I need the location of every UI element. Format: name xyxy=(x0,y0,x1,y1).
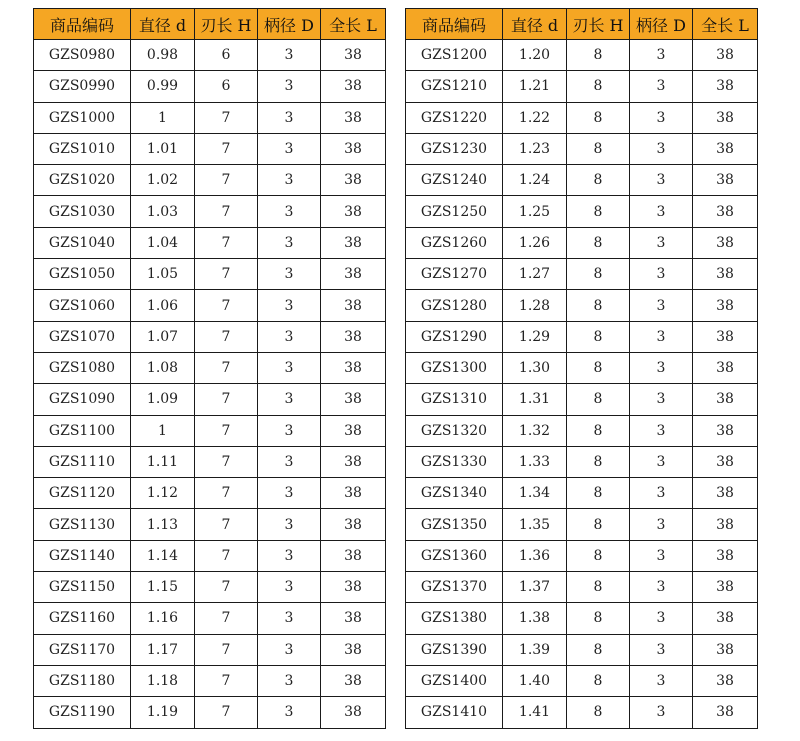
cell-product-code: GZS1310 xyxy=(406,384,503,415)
left-table-body xyxy=(34,40,386,729)
cell-diameter: 1.39 xyxy=(503,634,567,665)
header-shank-diameter: 柄径 D xyxy=(630,9,693,40)
left-spec-table xyxy=(33,8,386,729)
cell-blade-length: 8 xyxy=(567,227,630,258)
right-table-body xyxy=(406,40,758,729)
table-row xyxy=(34,102,386,133)
cell-shank-diameter: 3 xyxy=(630,634,693,665)
cell-total-length: 38 xyxy=(321,603,386,634)
header-blade-length: 刃长 H xyxy=(567,9,630,40)
header-shank-diameter: 柄径 D xyxy=(258,9,321,40)
cell-blade-length: 7 xyxy=(195,196,258,227)
cell-diameter: 0.99 xyxy=(131,71,195,102)
cell-diameter: 1.02 xyxy=(131,165,195,196)
table-row xyxy=(406,165,758,196)
cell-blade-length: 7 xyxy=(195,509,258,540)
cell-diameter: 1.29 xyxy=(503,321,567,352)
cell-shank-diameter: 3 xyxy=(630,509,693,540)
table-row xyxy=(34,697,386,728)
cell-blade-length: 7 xyxy=(195,227,258,258)
cell-total-length: 38 xyxy=(693,227,758,258)
cell-blade-length: 8 xyxy=(567,603,630,634)
cell-diameter: 1.17 xyxy=(131,634,195,665)
cell-blade-length: 8 xyxy=(567,102,630,133)
cell-diameter: 1.19 xyxy=(131,697,195,728)
cell-product-code: GZS1410 xyxy=(406,697,503,728)
cell-product-code: GZS1110 xyxy=(34,446,131,477)
header-total-length: 全长 L xyxy=(321,9,386,40)
cell-diameter: 1.08 xyxy=(131,352,195,383)
cell-total-length: 38 xyxy=(693,196,758,227)
cell-total-length: 38 xyxy=(321,165,386,196)
cell-shank-diameter: 3 xyxy=(258,384,321,415)
cell-diameter: 1.28 xyxy=(503,290,567,321)
cell-diameter: 1.05 xyxy=(131,259,195,290)
cell-blade-length: 7 xyxy=(195,102,258,133)
cell-product-code: GZS1260 xyxy=(406,227,503,258)
cell-total-length: 38 xyxy=(321,415,386,446)
cell-product-code: GZS1370 xyxy=(406,572,503,603)
cell-product-code: GZS1050 xyxy=(34,259,131,290)
table-row xyxy=(34,603,386,634)
cell-diameter: 1.24 xyxy=(503,165,567,196)
cell-total-length: 38 xyxy=(321,352,386,383)
cell-product-code: GZS1190 xyxy=(34,697,131,728)
table-row xyxy=(406,415,758,446)
table-row xyxy=(34,321,386,352)
cell-total-length: 38 xyxy=(321,133,386,164)
cell-product-code: GZS1250 xyxy=(406,196,503,227)
cell-shank-diameter: 3 xyxy=(630,290,693,321)
right-spec-table xyxy=(405,8,758,729)
cell-diameter: 1.34 xyxy=(503,478,567,509)
cell-diameter: 1.09 xyxy=(131,384,195,415)
cell-shank-diameter: 3 xyxy=(630,384,693,415)
cell-product-code: GZS0980 xyxy=(34,40,131,71)
cell-shank-diameter: 3 xyxy=(630,196,693,227)
cell-diameter: 1.22 xyxy=(503,102,567,133)
cell-product-code: GZS1340 xyxy=(406,478,503,509)
cell-product-code: GZS1130 xyxy=(34,509,131,540)
cell-blade-length: 8 xyxy=(567,509,630,540)
cell-diameter: 1 xyxy=(131,102,195,133)
cell-diameter: 1.14 xyxy=(131,540,195,571)
cell-shank-diameter: 3 xyxy=(630,603,693,634)
cell-shank-diameter: 3 xyxy=(630,227,693,258)
table-row xyxy=(406,352,758,383)
table-row xyxy=(406,71,758,102)
cell-total-length: 38 xyxy=(321,102,386,133)
cell-blade-length: 8 xyxy=(567,40,630,71)
cell-diameter: 1.15 xyxy=(131,572,195,603)
cell-product-code: GZS1290 xyxy=(406,321,503,352)
cell-diameter: 1.04 xyxy=(131,227,195,258)
cell-product-code: GZS1080 xyxy=(34,352,131,383)
cell-blade-length: 8 xyxy=(567,321,630,352)
cell-total-length: 38 xyxy=(693,697,758,728)
cell-shank-diameter: 3 xyxy=(630,259,693,290)
cell-diameter: 1.21 xyxy=(503,71,567,102)
cell-shank-diameter: 3 xyxy=(258,102,321,133)
cell-shank-diameter: 3 xyxy=(630,415,693,446)
cell-product-code: GZS1230 xyxy=(406,133,503,164)
cell-total-length: 38 xyxy=(321,572,386,603)
table-row xyxy=(34,540,386,571)
cell-product-code: GZS1020 xyxy=(34,165,131,196)
cell-diameter: 1.07 xyxy=(131,321,195,352)
cell-shank-diameter: 3 xyxy=(258,133,321,164)
cell-shank-diameter: 3 xyxy=(630,446,693,477)
cell-shank-diameter: 3 xyxy=(630,321,693,352)
cell-diameter: 1.41 xyxy=(503,697,567,728)
cell-diameter: 1.35 xyxy=(503,509,567,540)
cell-diameter: 1.16 xyxy=(131,603,195,634)
cell-blade-length: 8 xyxy=(567,71,630,102)
cell-diameter: 1.06 xyxy=(131,290,195,321)
cell-total-length: 38 xyxy=(321,71,386,102)
cell-product-code: GZS1150 xyxy=(34,572,131,603)
table-row xyxy=(34,478,386,509)
cell-shank-diameter: 3 xyxy=(258,290,321,321)
cell-total-length: 38 xyxy=(693,509,758,540)
cell-shank-diameter: 3 xyxy=(630,40,693,71)
cell-shank-diameter: 3 xyxy=(258,71,321,102)
cell-blade-length: 7 xyxy=(195,446,258,477)
table-row xyxy=(34,384,386,415)
cell-shank-diameter: 3 xyxy=(630,133,693,164)
cell-blade-length: 8 xyxy=(567,478,630,509)
table-row xyxy=(406,572,758,603)
cell-shank-diameter: 3 xyxy=(630,665,693,696)
cell-diameter: 1.03 xyxy=(131,196,195,227)
cell-shank-diameter: 3 xyxy=(258,478,321,509)
cell-total-length: 38 xyxy=(321,290,386,321)
table-row xyxy=(406,697,758,728)
table-row xyxy=(34,509,386,540)
table-row xyxy=(34,352,386,383)
cell-total-length: 38 xyxy=(321,384,386,415)
cell-product-code: GZS1300 xyxy=(406,352,503,383)
cell-total-length: 38 xyxy=(693,603,758,634)
cell-shank-diameter: 3 xyxy=(630,165,693,196)
cell-diameter: 1.30 xyxy=(503,352,567,383)
cell-diameter: 1.01 xyxy=(131,133,195,164)
cell-blade-length: 8 xyxy=(567,665,630,696)
cell-total-length: 38 xyxy=(693,540,758,571)
cell-product-code: GZS1350 xyxy=(406,509,503,540)
cell-product-code: GZS1070 xyxy=(34,321,131,352)
cell-blade-length: 7 xyxy=(195,165,258,196)
cell-blade-length: 7 xyxy=(195,634,258,665)
cell-blade-length: 7 xyxy=(195,290,258,321)
cell-blade-length: 8 xyxy=(567,165,630,196)
header-product-code: 商品编码 xyxy=(406,9,503,40)
table-row xyxy=(34,259,386,290)
cell-product-code: GZS1380 xyxy=(406,603,503,634)
table-row xyxy=(34,634,386,665)
cell-total-length: 38 xyxy=(693,40,758,71)
cell-diameter: 1.25 xyxy=(503,196,567,227)
cell-blade-length: 7 xyxy=(195,259,258,290)
cell-blade-length: 8 xyxy=(567,259,630,290)
cell-shank-diameter: 3 xyxy=(258,196,321,227)
cell-product-code: GZS1170 xyxy=(34,634,131,665)
table-row xyxy=(34,196,386,227)
cell-total-length: 38 xyxy=(693,478,758,509)
cell-product-code: GZS1100 xyxy=(34,415,131,446)
cell-blade-length: 8 xyxy=(567,415,630,446)
cell-product-code: GZS1010 xyxy=(34,133,131,164)
cell-blade-length: 7 xyxy=(195,665,258,696)
cell-diameter: 1.11 xyxy=(131,446,195,477)
cell-shank-diameter: 3 xyxy=(258,603,321,634)
cell-product-code: GZS0990 xyxy=(34,71,131,102)
cell-total-length: 38 xyxy=(321,540,386,571)
header-row xyxy=(34,9,386,40)
table-row xyxy=(34,40,386,71)
cell-shank-diameter: 3 xyxy=(258,227,321,258)
cell-blade-length: 7 xyxy=(195,352,258,383)
cell-product-code: GZS1280 xyxy=(406,290,503,321)
cell-diameter: 1.36 xyxy=(503,540,567,571)
table-row xyxy=(406,665,758,696)
cell-shank-diameter: 3 xyxy=(258,40,321,71)
cell-diameter: 1.37 xyxy=(503,572,567,603)
cell-product-code: GZS1060 xyxy=(34,290,131,321)
cell-shank-diameter: 3 xyxy=(630,102,693,133)
table-row xyxy=(406,196,758,227)
cell-shank-diameter: 3 xyxy=(630,478,693,509)
header-diameter: 直径 d xyxy=(131,9,195,40)
cell-blade-length: 7 xyxy=(195,572,258,603)
cell-blade-length: 8 xyxy=(567,446,630,477)
cell-product-code: GZS1390 xyxy=(406,634,503,665)
cell-product-code: GZS1360 xyxy=(406,540,503,571)
table-row xyxy=(406,478,758,509)
table-row xyxy=(406,40,758,71)
cell-blade-length: 7 xyxy=(195,697,258,728)
cell-blade-length: 6 xyxy=(195,40,258,71)
table-row xyxy=(406,259,758,290)
cell-shank-diameter: 3 xyxy=(258,165,321,196)
header-product-code: 商品编码 xyxy=(34,9,131,40)
cell-diameter: 1.40 xyxy=(503,665,567,696)
table-row xyxy=(406,603,758,634)
cell-diameter: 1.26 xyxy=(503,227,567,258)
cell-total-length: 38 xyxy=(321,478,386,509)
cell-blade-length: 7 xyxy=(195,540,258,571)
table-row xyxy=(34,665,386,696)
cell-shank-diameter: 3 xyxy=(630,697,693,728)
cell-product-code: GZS1400 xyxy=(406,665,503,696)
cell-total-length: 38 xyxy=(321,697,386,728)
cell-shank-diameter: 3 xyxy=(258,446,321,477)
table-row xyxy=(34,227,386,258)
cell-blade-length: 8 xyxy=(567,290,630,321)
cell-shank-diameter: 3 xyxy=(258,540,321,571)
table-row xyxy=(406,384,758,415)
cell-blade-length: 7 xyxy=(195,321,258,352)
cell-diameter: 1.18 xyxy=(131,665,195,696)
cell-diameter: 1.20 xyxy=(503,40,567,71)
cell-total-length: 38 xyxy=(321,196,386,227)
cell-blade-length: 8 xyxy=(567,196,630,227)
header-diameter: 直径 d xyxy=(503,9,567,40)
cell-product-code: GZS1220 xyxy=(406,102,503,133)
cell-diameter: 1.33 xyxy=(503,446,567,477)
cell-product-code: GZS1320 xyxy=(406,415,503,446)
cell-diameter: 1.27 xyxy=(503,259,567,290)
cell-total-length: 38 xyxy=(693,165,758,196)
cell-product-code: GZS1330 xyxy=(406,446,503,477)
header-total-length: 全长 L xyxy=(693,9,758,40)
cell-total-length: 38 xyxy=(321,259,386,290)
cell-product-code: GZS1120 xyxy=(34,478,131,509)
cell-product-code: GZS1210 xyxy=(406,71,503,102)
cell-product-code: GZS1040 xyxy=(34,227,131,258)
cell-total-length: 38 xyxy=(693,446,758,477)
cell-total-length: 38 xyxy=(693,321,758,352)
cell-product-code: GZS1240 xyxy=(406,165,503,196)
cell-total-length: 38 xyxy=(321,446,386,477)
cell-total-length: 38 xyxy=(321,634,386,665)
cell-product-code: GZS1140 xyxy=(34,540,131,571)
cell-total-length: 38 xyxy=(693,415,758,446)
cell-blade-length: 8 xyxy=(567,634,630,665)
cell-total-length: 38 xyxy=(321,227,386,258)
cell-product-code: GZS1000 xyxy=(34,102,131,133)
table-row xyxy=(34,415,386,446)
cell-blade-length: 8 xyxy=(567,697,630,728)
cell-shank-diameter: 3 xyxy=(258,321,321,352)
cell-diameter: 1.23 xyxy=(503,133,567,164)
cell-diameter: 1 xyxy=(131,415,195,446)
cell-product-code: GZS1030 xyxy=(34,196,131,227)
cell-total-length: 38 xyxy=(321,665,386,696)
cell-diameter: 1.12 xyxy=(131,478,195,509)
cell-blade-length: 6 xyxy=(195,71,258,102)
cell-shank-diameter: 3 xyxy=(630,71,693,102)
cell-total-length: 38 xyxy=(321,509,386,540)
table-row xyxy=(34,572,386,603)
table-row xyxy=(34,71,386,102)
cell-product-code: GZS1090 xyxy=(34,384,131,415)
cell-product-code: GZS1270 xyxy=(406,259,503,290)
cell-shank-diameter: 3 xyxy=(630,540,693,571)
cell-blade-length: 8 xyxy=(567,352,630,383)
cell-shank-diameter: 3 xyxy=(258,509,321,540)
table-row xyxy=(406,446,758,477)
cell-diameter: 1.32 xyxy=(503,415,567,446)
table-row xyxy=(406,290,758,321)
cell-diameter: 0.98 xyxy=(131,40,195,71)
cell-diameter: 1.38 xyxy=(503,603,567,634)
table-row xyxy=(34,133,386,164)
cell-blade-length: 8 xyxy=(567,572,630,603)
cell-shank-diameter: 3 xyxy=(258,259,321,290)
cell-blade-length: 7 xyxy=(195,603,258,634)
cell-total-length: 38 xyxy=(693,290,758,321)
cell-shank-diameter: 3 xyxy=(258,572,321,603)
cell-total-length: 38 xyxy=(693,634,758,665)
cell-shank-diameter: 3 xyxy=(258,634,321,665)
cell-total-length: 38 xyxy=(693,665,758,696)
table-row xyxy=(406,509,758,540)
table-row xyxy=(406,634,758,665)
table-row xyxy=(34,290,386,321)
table-row xyxy=(406,102,758,133)
table-row xyxy=(406,540,758,571)
cell-shank-diameter: 3 xyxy=(258,352,321,383)
table-row xyxy=(406,321,758,352)
cell-total-length: 38 xyxy=(693,133,758,164)
cell-blade-length: 8 xyxy=(567,133,630,164)
cell-blade-length: 7 xyxy=(195,478,258,509)
cell-shank-diameter: 3 xyxy=(258,665,321,696)
cell-blade-length: 7 xyxy=(195,384,258,415)
header-row xyxy=(406,9,758,40)
cell-blade-length: 7 xyxy=(195,415,258,446)
cell-shank-diameter: 3 xyxy=(258,697,321,728)
cell-shank-diameter: 3 xyxy=(630,572,693,603)
cell-blade-length: 7 xyxy=(195,133,258,164)
table-row xyxy=(34,165,386,196)
cell-product-code: GZS1180 xyxy=(34,665,131,696)
cell-diameter: 1.13 xyxy=(131,509,195,540)
cell-total-length: 38 xyxy=(693,71,758,102)
cell-blade-length: 8 xyxy=(567,384,630,415)
cell-total-length: 38 xyxy=(693,352,758,383)
cell-total-length: 38 xyxy=(693,572,758,603)
table-row xyxy=(34,446,386,477)
cell-product-code: GZS1200 xyxy=(406,40,503,71)
table-row xyxy=(406,133,758,164)
cell-total-length: 38 xyxy=(693,384,758,415)
cell-blade-length: 8 xyxy=(567,540,630,571)
cell-total-length: 38 xyxy=(321,40,386,71)
cell-shank-diameter: 3 xyxy=(258,415,321,446)
cell-product-code: GZS1160 xyxy=(34,603,131,634)
cell-diameter: 1.31 xyxy=(503,384,567,415)
table-row xyxy=(406,227,758,258)
cell-total-length: 38 xyxy=(693,259,758,290)
cell-shank-diameter: 3 xyxy=(630,352,693,383)
cell-total-length: 38 xyxy=(321,321,386,352)
header-blade-length: 刃长 H xyxy=(195,9,258,40)
cell-total-length: 38 xyxy=(693,102,758,133)
